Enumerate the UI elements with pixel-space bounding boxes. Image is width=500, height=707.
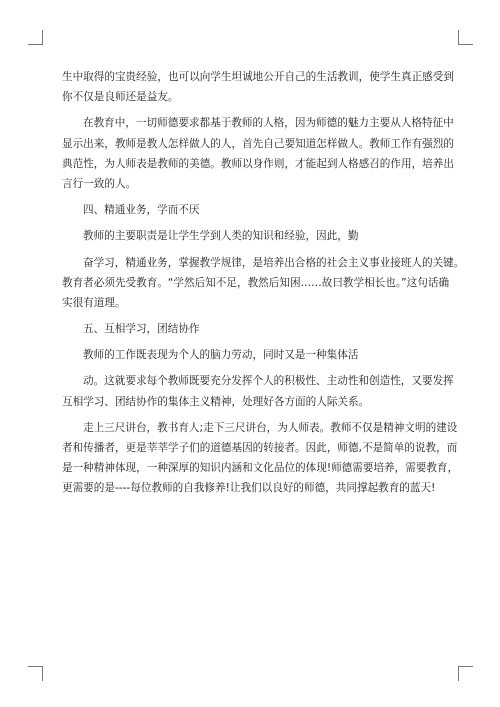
text-line: 显示出来，教师是教人怎样做人的人，首先自己要知道怎样做人。教师工作有强烈的	[62, 137, 454, 150]
document-body	[62, 67, 465, 499]
text-line: 生中取得的宝贵经验，也可以向学生坦诚地公开自己的生活教训，使学生真正感受到	[62, 71, 454, 83]
text-line: 在教育中，一切师德要求都基于教师的人格，因为师德的魅力主要从人格特征中	[83, 117, 454, 130]
text-line: 更需要的是----每位教师的自我修养!让我们以良好的师德，共同撑起教育的蓝天!	[62, 482, 436, 495]
text-line: 走上三尺讲台，教书育人;走下三尺讲台，为人师表。教师不仅是精神文明的建设	[83, 421, 458, 434]
crop-mark-top-right	[458, 30, 473, 45]
text-line: 教育者必须先受教育。“学然后知不足，教然后知困……故曰教学相长也。”这句话确	[62, 276, 450, 289]
text-line: 五、互相学习，团结协作	[83, 323, 200, 336]
text-line: 言行一致的人。	[62, 177, 137, 190]
text-line: 互相学习、团结协作的集体主义精神，处理好各方面的人际关系。	[62, 395, 370, 408]
crop-mark-top-left	[28, 30, 43, 45]
crop-mark-bottom-left	[28, 666, 43, 681]
text-line: 动。这就要求每个教师既要充分发挥个人的积极性、主动性和创造性，又要发挥	[83, 375, 454, 388]
text-line: 奋学习，精通业务，掌握教学规律，是培养出合格的社会主义事业接班人的关键。	[83, 256, 465, 269]
text-line: 典范性，为人师表是教师的美德。教师以身作则，才能起到人格感召的作用，培养出	[62, 157, 454, 170]
crop-mark-bottom-right	[458, 666, 473, 681]
text-line: 你不仅是良师还是益友。	[62, 91, 179, 104]
text-line: 教师的主要职责是让学生学到人类的知识和经验，因此，勤	[83, 230, 359, 243]
text-line: 是一种精神体现，一种深厚的知识内涵和文化品位的体现!师德需要培养，需要教育，	[62, 462, 459, 475]
text-line: 四、精通业务，学而不厌	[83, 204, 200, 217]
text-line: 教师的工作既表现为个人的脑力劳动，同时又是一种集体活	[83, 349, 359, 362]
text-line: 者和传播者，更是莘莘学子们的道德基因的转接者。因此，师德,不是简单的说教，而	[62, 442, 458, 454]
text-line: 实很有道理。	[62, 296, 126, 309]
